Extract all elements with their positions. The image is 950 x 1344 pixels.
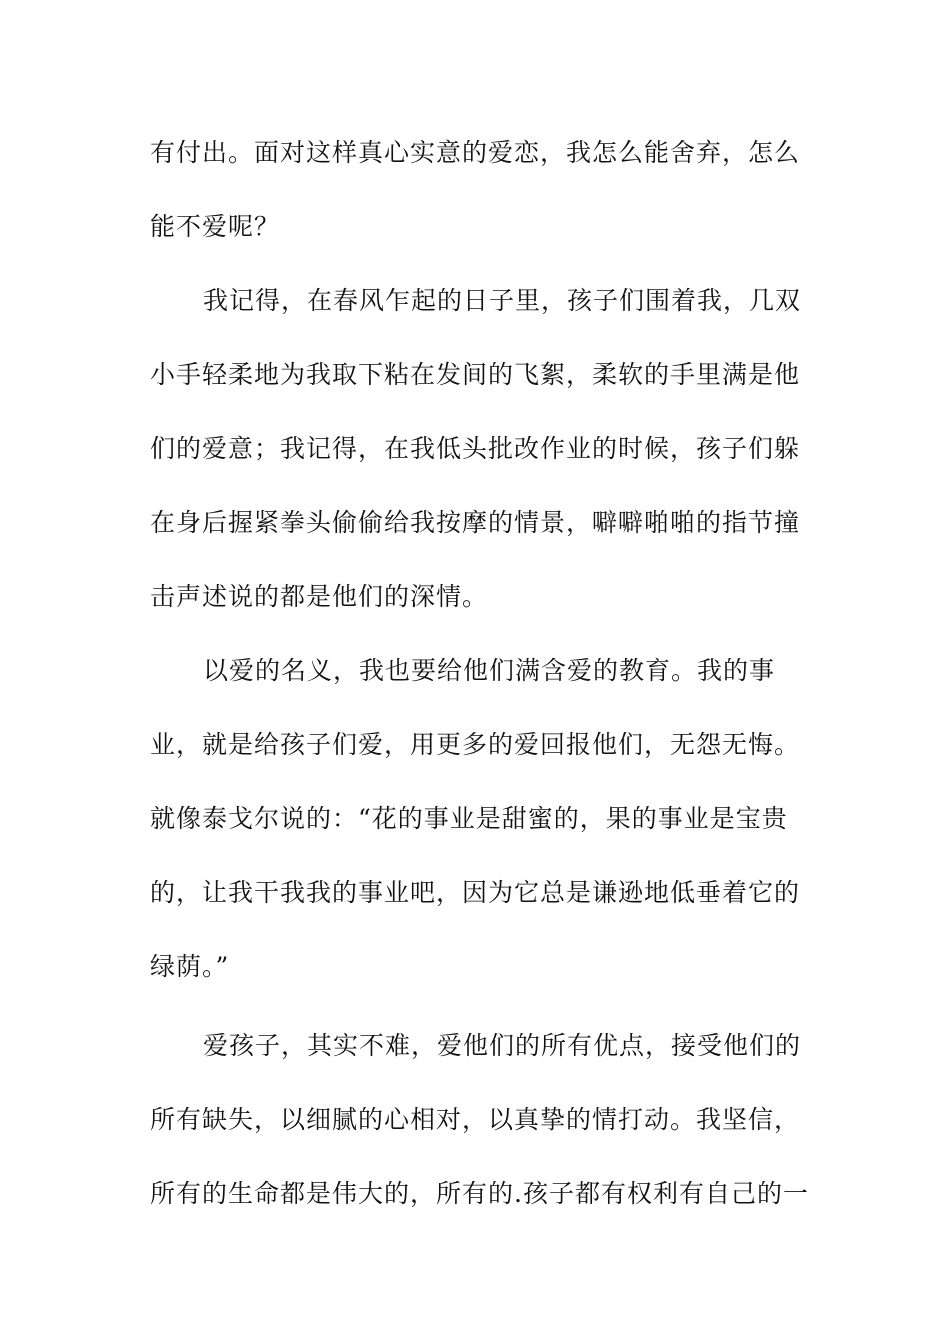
paragraph-first-line: 我记得，在春风乍起的日子里，孩子们围着我，几双 — [203, 286, 802, 315]
text-line: 绿荫。” — [150, 952, 230, 981]
text-line: 就像泰戈尔说的：“花的事业是甜蜜的，果的事业是宝贵 — [150, 804, 788, 833]
paragraph-first-line: 爱孩子，其实不难，爱他们的所有优点，接受他们的 — [203, 1031, 802, 1060]
text-line: 有付出。面对这样真心实意的爱恋，我怎么能舍弃，怎么 — [150, 138, 801, 167]
text-line: 击声述说的都是他们的深情。 — [150, 582, 489, 611]
text-line: 在身后握紧拳头偷偷给我按摩的情景，噼噼啪啪的指节撞 — [150, 508, 801, 537]
text-line: 所有缺失，以细腻的心相对，以真挚的情打动。我坚信， — [150, 1105, 801, 1134]
text-line: 能不爱呢？ — [150, 212, 281, 241]
text-line: 所有的生命都是伟大的，所有的.孩子都有权利有自己的一 — [150, 1179, 809, 1208]
text-line: 业，就是给孩子们爱，用更多的爱回报他们，无怨无悔。 — [150, 730, 801, 759]
text-line: 们的爱意；我记得，在我低头批改作业的时候，孩子们躲 — [150, 434, 801, 463]
text-line: 小手轻柔地为我取下粘在发间的飞絮，柔软的手里满是他 — [150, 360, 801, 389]
paragraph-first-line: 以爱的名义，我也要给他们满含爱的教育。我的事 — [203, 656, 776, 685]
text-line: 的，让我干我我的事业吧，因为它总是谦逊地低垂着它的 — [150, 878, 801, 907]
